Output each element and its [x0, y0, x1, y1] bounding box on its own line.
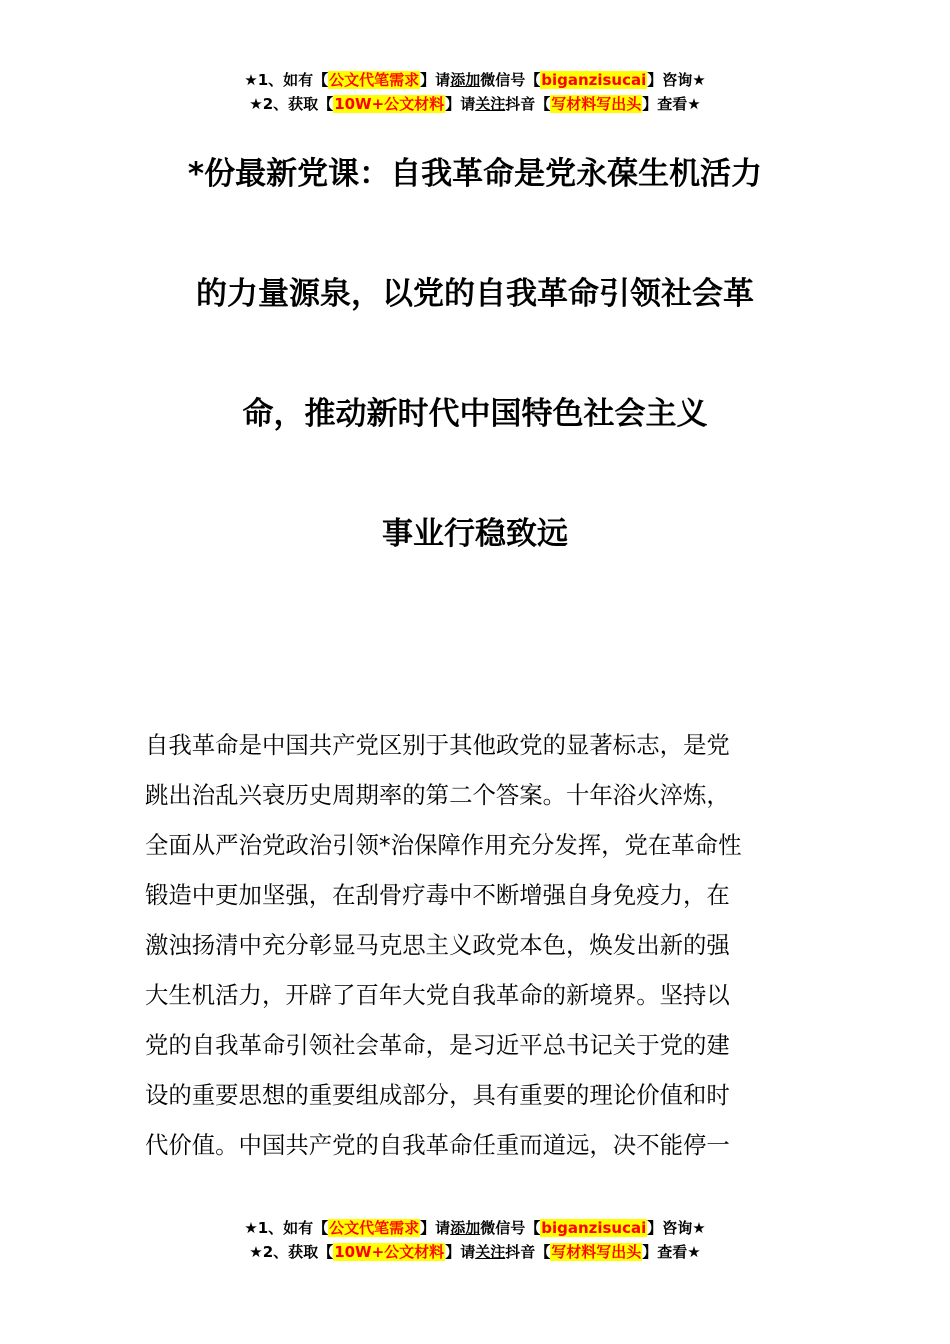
- promo-line-1: [0, 1216, 950, 1240]
- promo-underlined-text: 关注: [475, 95, 506, 113]
- promo-text: ★1、如有【: [244, 1219, 329, 1237]
- footer-promo-banner: [0, 1216, 950, 1264]
- body-line: 代价值。中国共产党的自我革命任重而道远，决不能停一: [145, 1131, 730, 1159]
- header-promo-banner: [0, 68, 950, 116]
- promo-text: 】请: [420, 1219, 451, 1237]
- promo-douyin-id: 写材料写出头: [551, 1243, 642, 1261]
- promo-underlined-text: 添加: [450, 1219, 481, 1237]
- promo-text: 】查看★: [642, 1243, 701, 1261]
- promo-text: 微信号【: [480, 71, 541, 89]
- promo-text: 微信号【: [480, 1219, 541, 1237]
- promo-wechat-id: biganzisucai: [541, 1219, 647, 1237]
- promo-text: 】请: [445, 1243, 476, 1261]
- promo-douyin-id: 写材料写出头: [551, 95, 642, 113]
- body-line: 跳出治乱兴衰历史周期率的第二个答案。十年浴火淬炼，: [145, 781, 730, 809]
- body-line: 锻造中更加坚强，在刮骨疗毒中不断增强自身免疫力，在: [145, 881, 730, 909]
- body-line: 自我革命是中国共产党区别于其他政党的显著标志，是党: [145, 731, 730, 759]
- body-line: 全面从严治党政治引领*治保障作用充分发挥，党在革命性: [145, 831, 742, 859]
- promo-wechat-id: biganzisucai: [541, 71, 647, 89]
- body-line: 大生机活力，开辟了百年大党自我革命的新境界。坚持以: [145, 981, 730, 1009]
- promo-text: ★2、获取【: [249, 95, 334, 113]
- promo-text: 】请: [420, 71, 451, 89]
- promo-text: 】请: [445, 95, 476, 113]
- promo-highlight: 公文代笔需求: [329, 1219, 420, 1237]
- promo-highlight: 公文代笔需求: [329, 71, 420, 89]
- promo-text: 抖音【: [505, 95, 551, 113]
- promo-text: 】咨询★: [647, 1219, 706, 1237]
- promo-text: ★1、如有【: [244, 71, 329, 89]
- title-line: 的力量源泉，以党的自我革命引领社会革: [196, 276, 754, 312]
- promo-highlight: 10W+公文材料: [334, 95, 445, 113]
- body-line: 设的重要思想的重要组成部分，具有重要的理论价值和时: [145, 1081, 730, 1109]
- promo-text: 】咨询★: [647, 71, 706, 89]
- promo-underlined-text: 关注: [475, 1243, 506, 1261]
- promo-line-1: [0, 68, 950, 92]
- promo-line-2: [0, 92, 950, 116]
- body-paragraph: [145, 720, 810, 1170]
- promo-highlight: 10W+公文材料: [334, 1243, 445, 1261]
- promo-underlined-text: 添加: [450, 71, 481, 89]
- title-line: 命，推动新时代中国特色社会主义: [242, 396, 708, 432]
- title-line: *份最新党课：自我革命是党永葆生机活力: [187, 156, 763, 192]
- title-line: 事业行稳致远: [382, 516, 568, 552]
- promo-text: 】查看★: [642, 95, 701, 113]
- body-line: 激浊扬清中充分彰显马克思主义政党本色，焕发出新的强: [145, 931, 730, 959]
- promo-text: ★2、获取【: [249, 1243, 334, 1261]
- promo-text: 抖音【: [505, 1243, 551, 1261]
- promo-line-2: [0, 1240, 950, 1264]
- body-line: 党的自我革命引领社会革命，是习近平总书记关于党的建: [145, 1031, 730, 1059]
- document-title: [0, 140, 950, 620]
